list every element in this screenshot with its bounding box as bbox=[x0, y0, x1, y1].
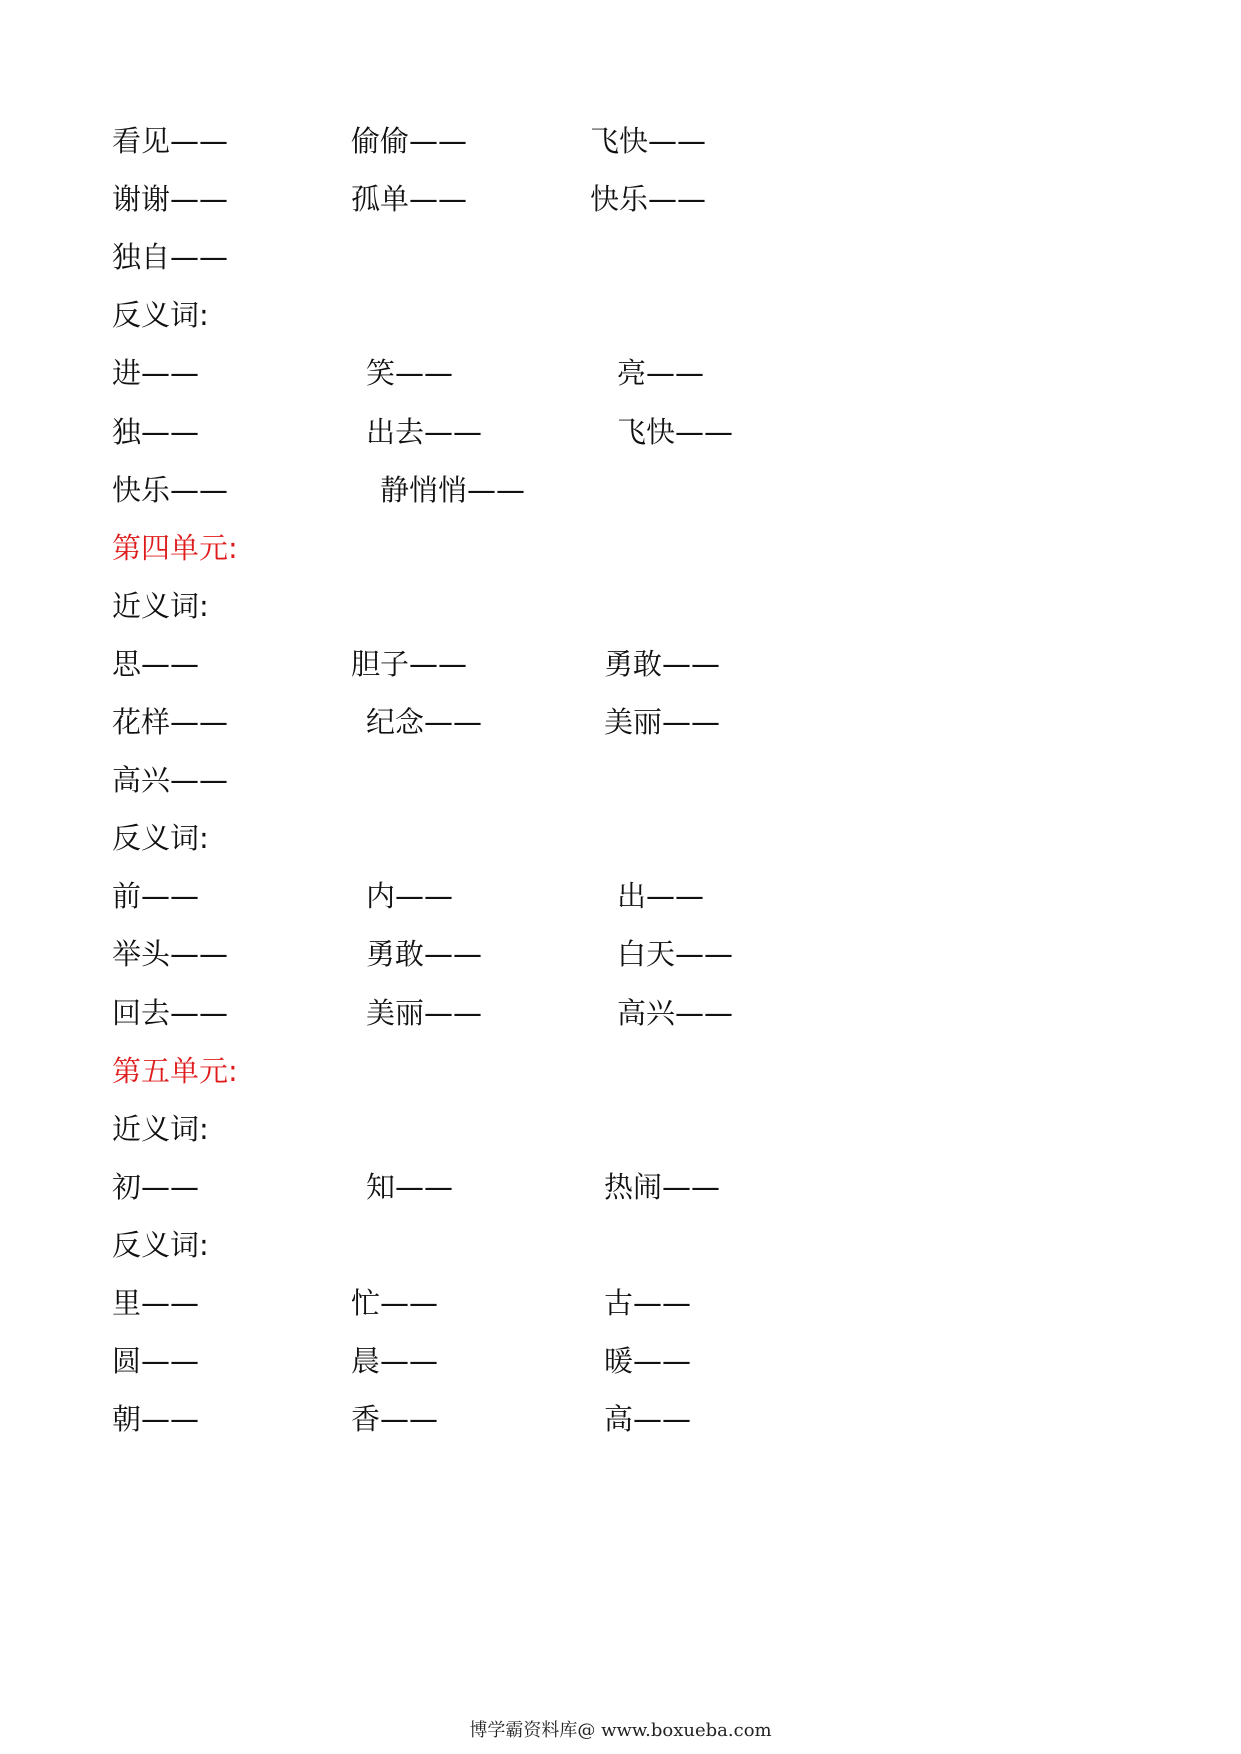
section-label: 反义词: bbox=[112, 821, 209, 856]
section-label-line bbox=[0, 809, 1241, 867]
word-item: 暖—— bbox=[604, 1344, 692, 1379]
word-row bbox=[0, 403, 1241, 461]
section-label-line bbox=[0, 577, 1241, 635]
word-item: 知—— bbox=[366, 1169, 454, 1204]
word-row bbox=[0, 751, 1241, 809]
word-item: 独自—— bbox=[112, 240, 229, 275]
word-item: 笑—— bbox=[366, 356, 454, 391]
word-item: 纪念—— bbox=[366, 705, 483, 739]
word-item: 白天—— bbox=[617, 937, 734, 972]
word-row bbox=[0, 984, 1241, 1042]
word-row bbox=[0, 635, 1241, 693]
word-item: 出去—— bbox=[366, 414, 483, 449]
footer-watermark: 博学霸资料库@ www.boxueba.com bbox=[469, 1720, 772, 1741]
word-item: 看见—— bbox=[112, 124, 229, 158]
word-row bbox=[0, 1332, 1241, 1390]
word-item: 花样—— bbox=[112, 705, 229, 739]
word-item: 孤单—— bbox=[351, 182, 468, 217]
word-row bbox=[0, 228, 1241, 286]
word-item: 回去—— bbox=[112, 995, 229, 1030]
word-item: 举头—— bbox=[112, 937, 229, 972]
word-item: 飞快—— bbox=[590, 124, 707, 158]
word-item: 谢谢—— bbox=[112, 182, 229, 217]
word-row bbox=[0, 1390, 1241, 1448]
unit-heading-line bbox=[0, 1042, 1241, 1100]
section-label: 近义词: bbox=[112, 588, 209, 623]
word-item: 飞快—— bbox=[617, 414, 734, 449]
word-item: 静悄悄—— bbox=[380, 472, 526, 507]
word-item: 忙—— bbox=[351, 1286, 439, 1320]
unit-heading: 第四单元: bbox=[112, 530, 238, 565]
word-item: 偷偷—— bbox=[351, 124, 468, 158]
word-item: 亮—— bbox=[617, 356, 705, 391]
word-item: 独—— bbox=[112, 414, 200, 449]
word-item: 高—— bbox=[604, 1402, 692, 1437]
word-item: 热闹—— bbox=[604, 1169, 721, 1204]
word-row bbox=[0, 867, 1241, 925]
word-item: 古—— bbox=[604, 1286, 692, 1320]
word-item: 勇敢—— bbox=[366, 937, 483, 972]
word-item: 美丽—— bbox=[604, 705, 721, 739]
word-row bbox=[0, 112, 1241, 170]
word-item: 美丽—— bbox=[366, 995, 483, 1030]
word-row bbox=[0, 1158, 1241, 1216]
word-item: 进—— bbox=[112, 356, 200, 391]
word-item: 香—— bbox=[351, 1402, 439, 1437]
word-item: 朝—— bbox=[112, 1402, 200, 1437]
word-item: 高兴—— bbox=[112, 763, 229, 798]
word-item: 勇敢—— bbox=[604, 646, 721, 681]
section-label-line bbox=[0, 286, 1241, 344]
unit-heading-line bbox=[0, 519, 1241, 577]
word-row bbox=[0, 344, 1241, 402]
section-label-line bbox=[0, 1100, 1241, 1158]
word-row bbox=[0, 693, 1241, 751]
section-label: 反义词: bbox=[112, 298, 209, 333]
word-item: 里—— bbox=[112, 1286, 200, 1320]
section-label: 反义词: bbox=[112, 1227, 209, 1262]
word-item: 初—— bbox=[112, 1169, 200, 1204]
word-item: 前—— bbox=[112, 879, 200, 914]
word-row bbox=[0, 170, 1241, 228]
word-item: 快乐—— bbox=[590, 182, 707, 217]
word-item: 高兴—— bbox=[617, 995, 734, 1030]
word-item: 内—— bbox=[366, 879, 454, 914]
section-label-line bbox=[0, 1216, 1241, 1274]
word-item: 快乐—— bbox=[112, 472, 229, 507]
section-label: 近义词: bbox=[112, 1111, 209, 1146]
word-row bbox=[0, 1274, 1241, 1332]
unit-heading: 第五单元: bbox=[112, 1053, 238, 1088]
word-row bbox=[0, 461, 1241, 519]
word-item: 出—— bbox=[617, 879, 705, 914]
word-item: 思—— bbox=[112, 646, 200, 681]
word-item: 圆—— bbox=[112, 1344, 200, 1379]
word-row bbox=[0, 925, 1241, 983]
word-item: 晨—— bbox=[351, 1344, 439, 1379]
word-item: 胆子—— bbox=[351, 646, 468, 681]
